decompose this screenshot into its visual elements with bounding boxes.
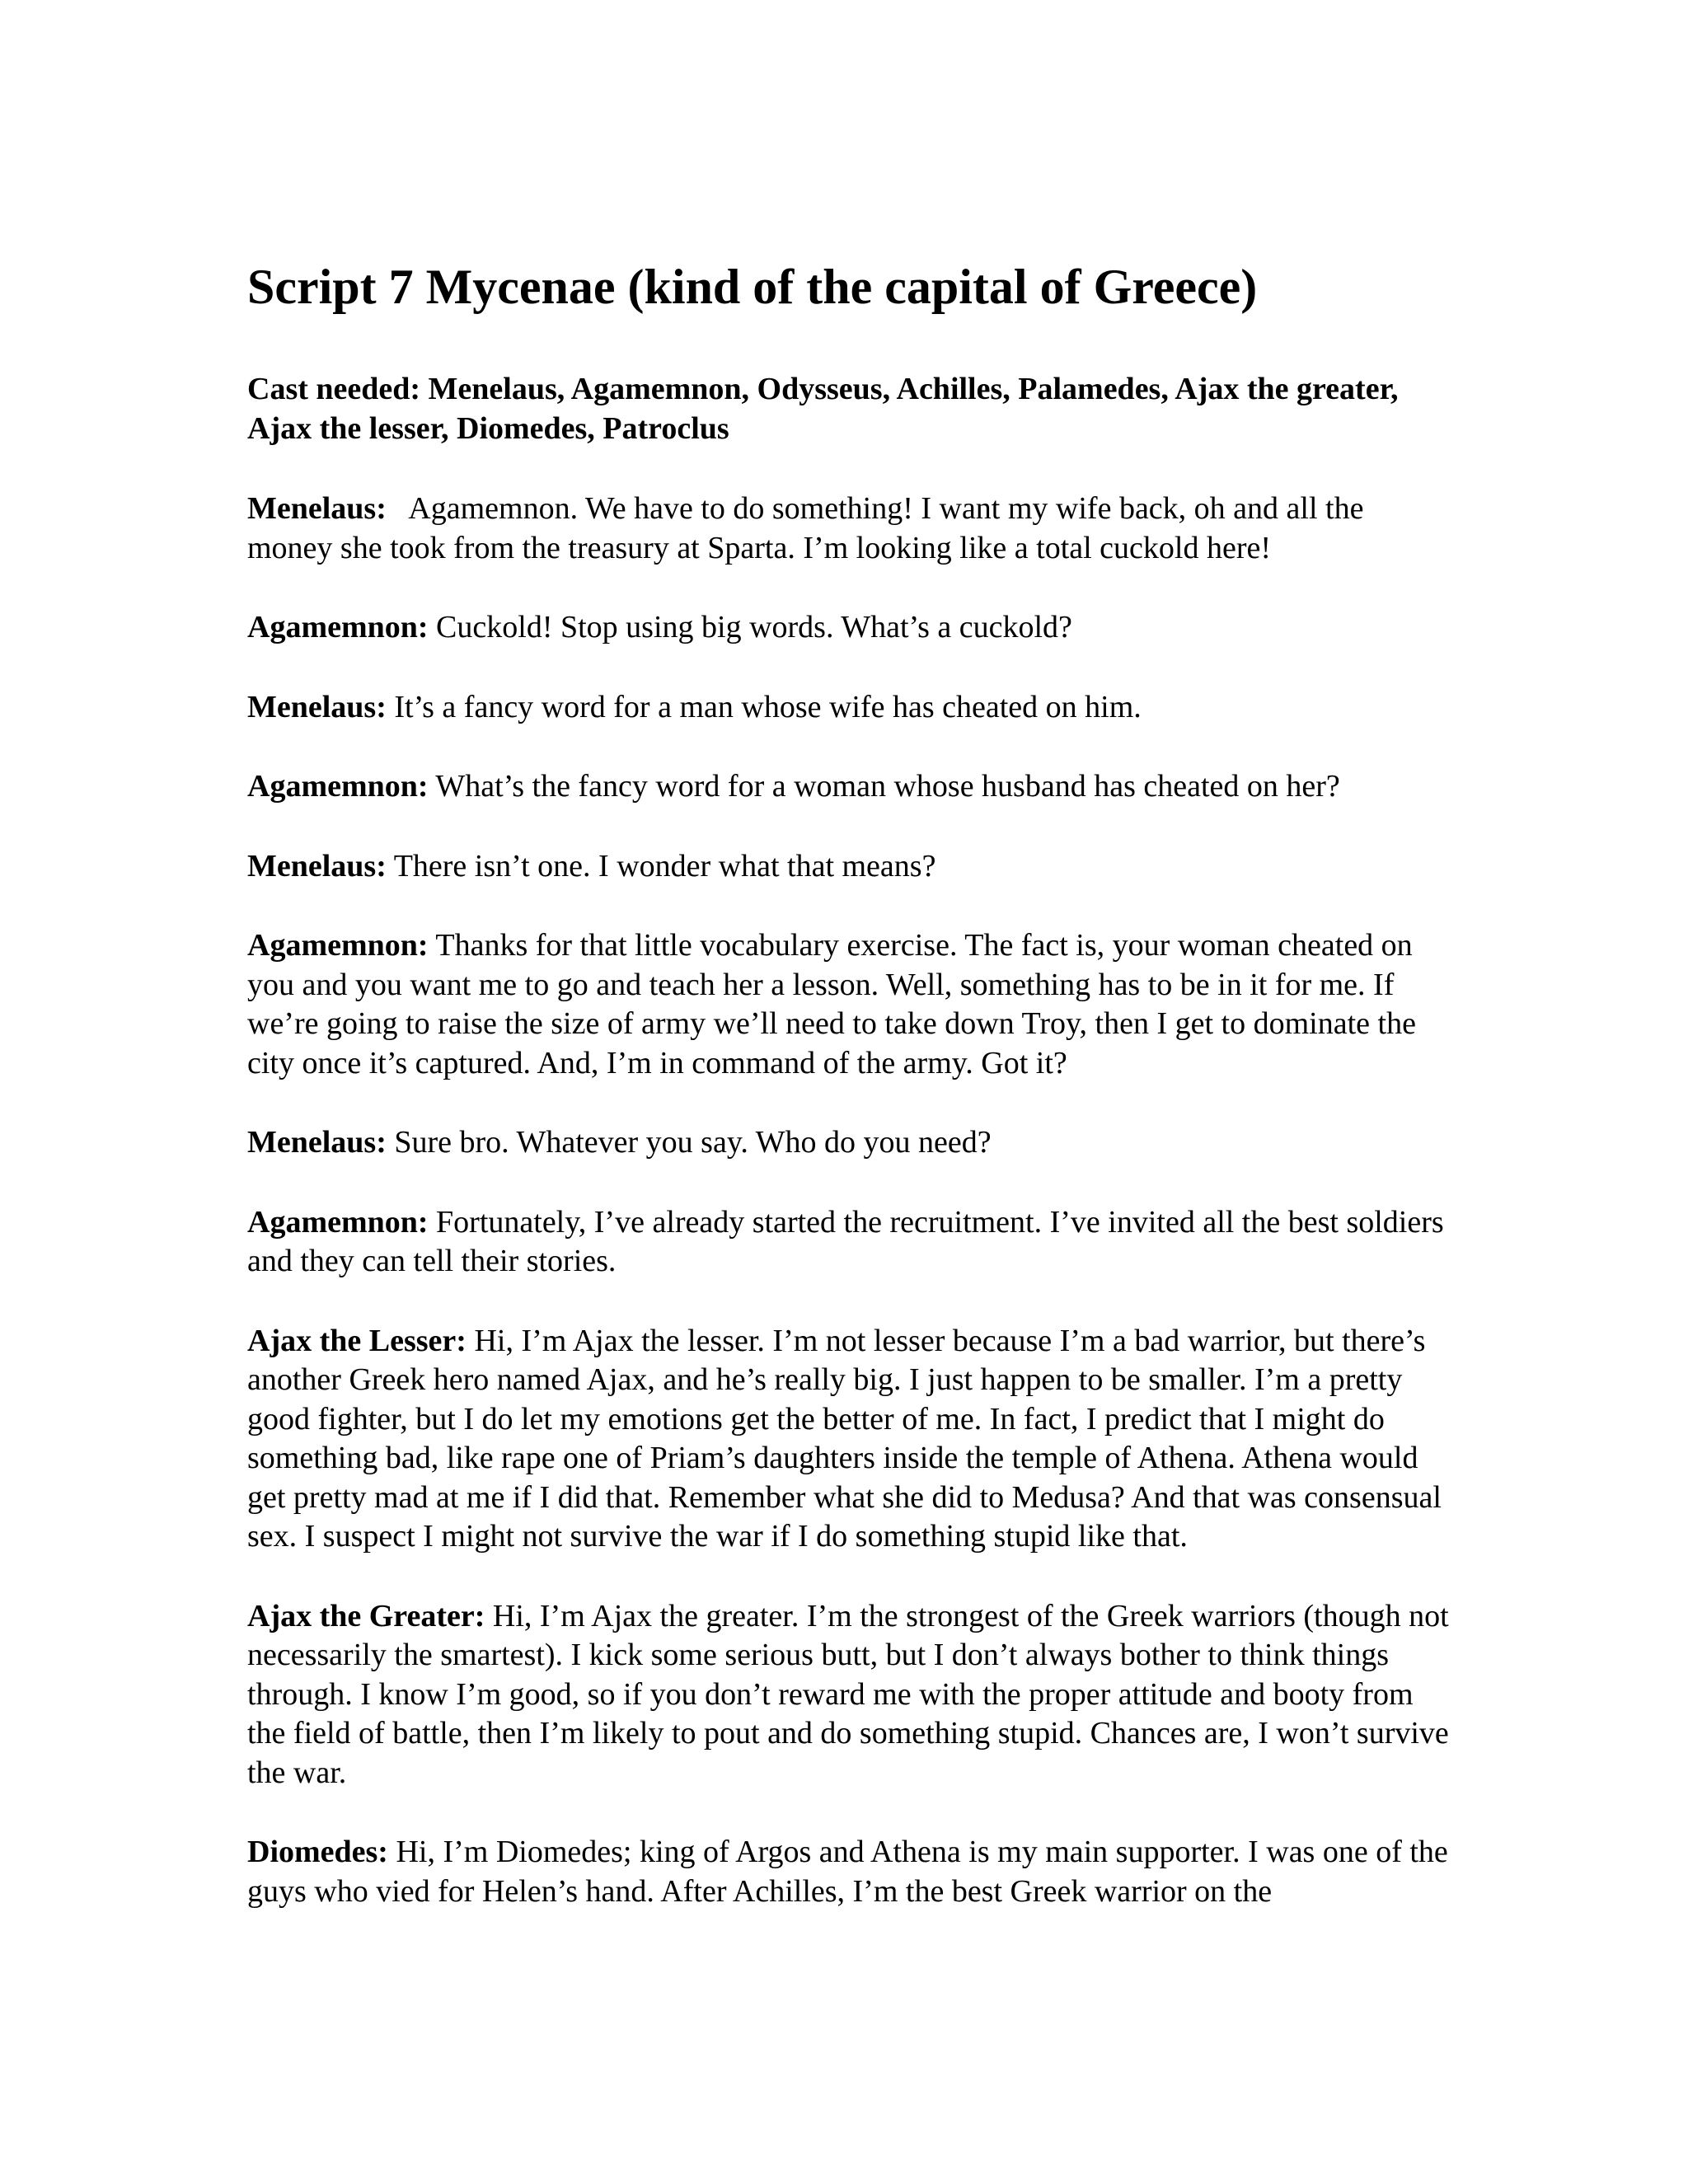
dialogue-text: There isn’t one. I wonder what that means? [393, 848, 936, 883]
dialogue-text: Cuckold! Stop using big words. What’s a cuckold? [436, 610, 1072, 644]
speaker-name: Menelaus: [247, 1125, 387, 1160]
speaker-name: Agamemnon: [247, 1204, 429, 1240]
dialogue-text: Thanks for that little vocabulary exercise. The fact is, your woman cheated on you and you want me to go and teach her a lesson. Well, something has to be in it for me. If we’re going to raise the size of army we’ll need to take down Troy, then I get to dominate the city once it’s captured. And, I’m in command of the army. Got it? [247, 928, 1416, 1080]
dialogue-text: Hi, I’m Ajax the lesser. I’m not lesser because I’m a bad warrior, but there’s another Greek hero named Ajax, and he’s really big. I just happen to be smaller. I’m a pretty good fighter, but I do let my emotions get the better of me. In fact, I predict that I might do something bad, like rape one of Priam’s daughters inside the temple of Athena. Athena would get pretty mad at me if I did that. Remember what she did to Medusa? And that was consensual sex. I suspect I might not survive the war if I do something stupid like that. [247, 1323, 1442, 1554]
dialogue-text: Agamemnon. We have to do something! I want my wife back, oh and all the money she took from the treasury at Sparta. I’m looking like a total cuckold here! [247, 491, 1364, 565]
dialogue-text: Fortunately, I’ve already started the recruitment. I’ve invited all the best soldiers and they can tell their stories. [247, 1204, 1444, 1278]
dialogue-line [247, 1833, 1451, 1911]
dialogue-line [247, 608, 1451, 648]
dialogue-line [247, 1322, 1451, 1557]
dialogue-line [247, 767, 1451, 807]
speaker-name: Diomedes: [247, 1835, 388, 1869]
cast-list: Cast needed: Menelaus, Agamemnon, Odysseus, Achilles, Palamedes, Ajax the greater, Ajax the lesser, Diomedes, Patroclus [247, 372, 1399, 446]
dialogue-line [247, 490, 1451, 568]
dialogue-line [247, 1203, 1451, 1282]
speaker-name: Agamemnon: [247, 769, 429, 804]
dialogue-line [247, 1597, 1451, 1793]
dialogue-text: Sure bro. Whatever you say. Who do you need? [394, 1125, 992, 1160]
script-title: Script 7 Mycenae (kind of the capital of Greece) [247, 260, 1258, 314]
speaker-name: Ajax the Lesser: [247, 1323, 467, 1358]
dialogue-text: Hi, I’m Diomedes; king of Argos and Athena is my main supporter. I was one of the guys who vied for Helen’s hand. After Achilles, I’m the best Greek warrior on the [247, 1835, 1448, 1909]
speaker-name: Menelaus: [247, 689, 387, 724]
dialogue-line [247, 847, 1451, 887]
speaker-name: Menelaus: [247, 848, 387, 883]
speaker-name: Menelaus: [247, 491, 387, 526]
speaker-name: Ajax the Greater: [247, 1598, 485, 1633]
speaker-name: Agamemnon: [247, 610, 429, 644]
dialogue-line [247, 1123, 1451, 1163]
speaker-name: Agamemnon: [247, 928, 429, 963]
dialogue-text: What’s the fancy word for a woman whose husband has cheated on her? [435, 769, 1340, 804]
dialogue-line [247, 926, 1451, 1083]
dialogue-text: Hi, I’m Ajax the greater. I’m the strongest of the Greek warriors (though not necessarily the smartest). I kick some serious butt, but I don’t always bother to think things through. I know I’m good, so if you don’t reward me with the proper attitude and booty from the field of battle, then I’m likely to pout and do something stupid. Chances are, I won’t survive the war. [247, 1598, 1449, 1790]
script-page [247, 257, 1451, 1952]
dialogue-line [247, 688, 1451, 728]
dialogue-text: It’s a fancy word for a man whose wife has cheated on him. [394, 689, 1142, 724]
